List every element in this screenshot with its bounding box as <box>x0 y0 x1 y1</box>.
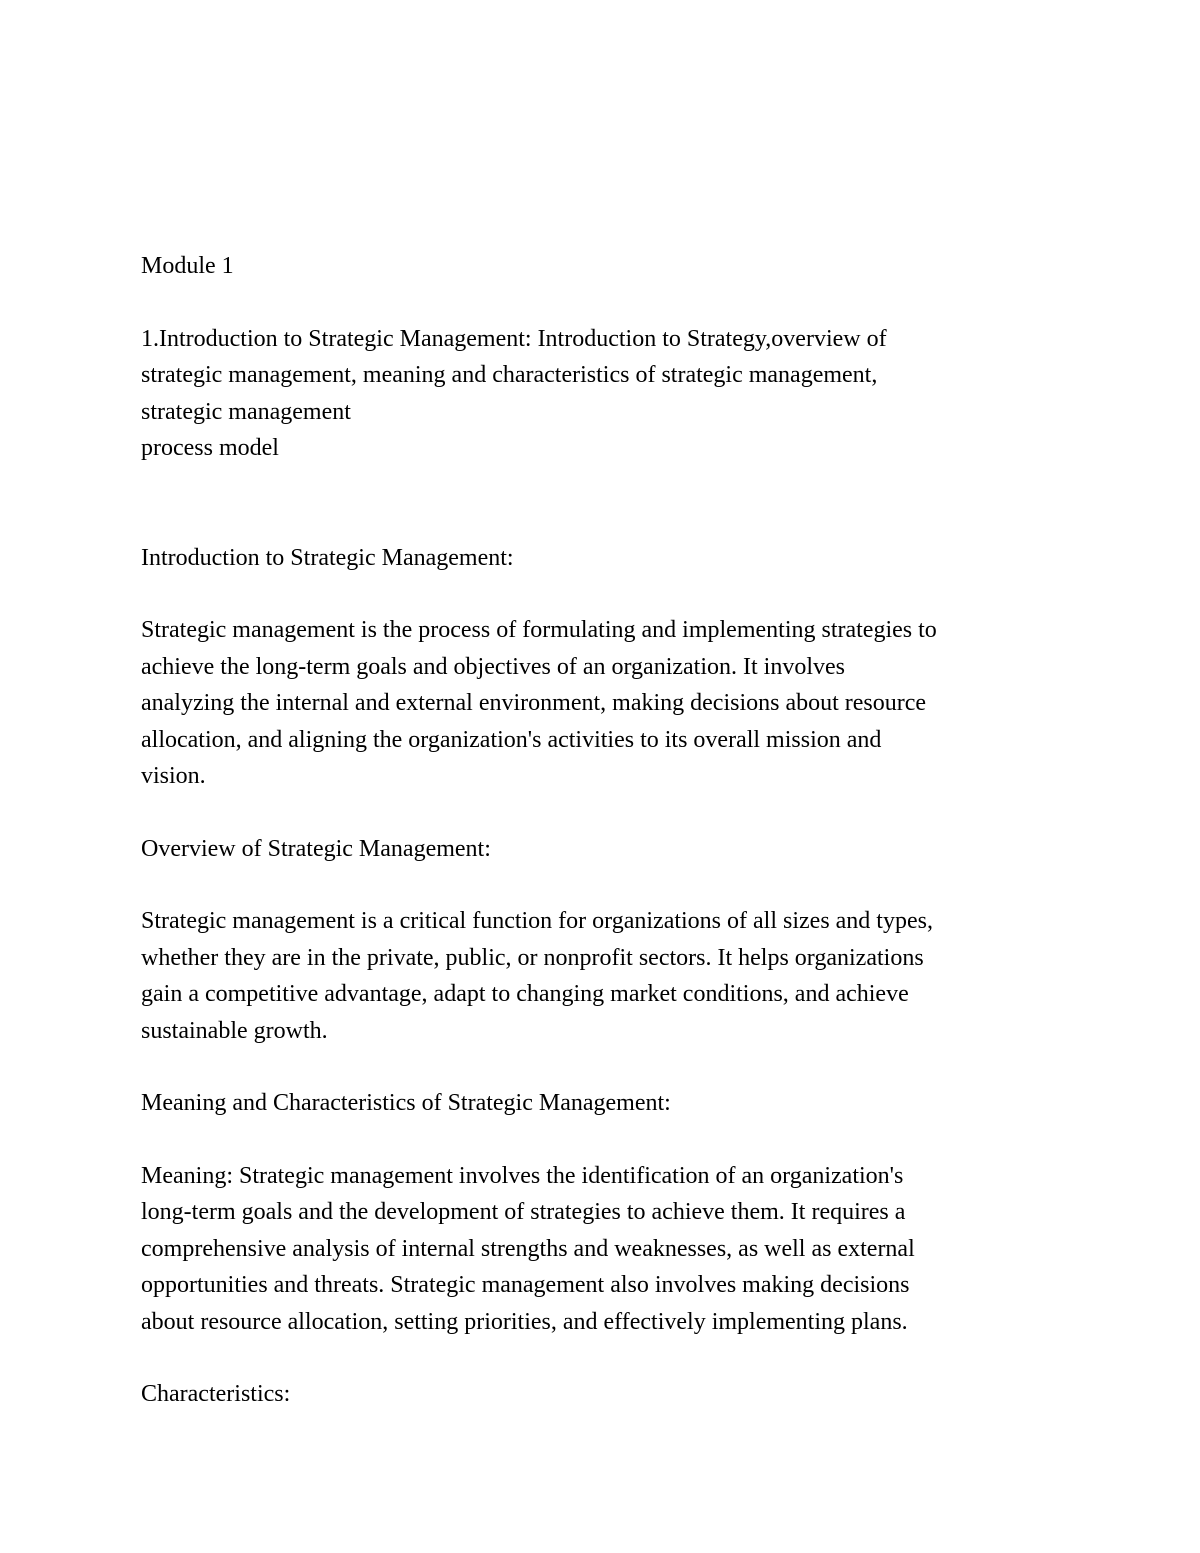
section-heading-meaning: Meaning and Characteristics of Strategic Management: <box>141 1090 671 1116</box>
topic-line: process model <box>141 435 279 461</box>
module-title: Module 1 <box>141 253 234 279</box>
body-line: comprehensive analysis of internal strengths and weaknesses, as well as external <box>141 1235 915 1262</box>
section-body-introduction <box>141 612 1071 795</box>
body-line: Meaning: Strategic management involves the identification of an organization's <box>141 1162 904 1189</box>
body-line: Strategic management is the process of formulating and implementing strategies to <box>141 617 937 643</box>
topic-line: 1.Introduction to Strategic Management: Introduction to Strategy,overview of <box>141 325 887 352</box>
section-heading-overview: Overview of Strategic Management: <box>141 835 491 862</box>
body-line: gain a competitive advantage, adapt to changing market conditions, and achieve <box>141 981 909 1007</box>
body-line: about resource allocation, setting priorities, and effectively implementing plans. <box>141 1308 908 1335</box>
spacer <box>141 467 1071 540</box>
body-line: allocation, and aligning the organization's activities to its overall mission and <box>141 726 882 753</box>
spacer <box>141 795 1071 831</box>
body-line: sustainable growth. <box>141 1017 328 1044</box>
body-line: long-term goals and the development of strategies to achieve them. It requires a <box>141 1199 906 1225</box>
section-body-overview <box>141 903 1071 1049</box>
body-line: whether they are in the private, public, or nonprofit sectors. It helps organizations <box>141 944 924 971</box>
section-heading-introduction: Introduction to Strategic Management: <box>141 544 514 571</box>
spacer <box>141 576 1071 612</box>
body-line: vision. <box>141 763 206 789</box>
document-body <box>141 248 1071 1413</box>
body-line: achieve the long-term goals and objectives of an organization. It involves <box>141 653 846 680</box>
topic-line: strategic management, meaning and characteristics of strategic management, <box>141 362 878 388</box>
spacer <box>141 285 1071 321</box>
section-body-meaning <box>141 1158 1071 1341</box>
body-line: opportunities and threats. Strategic management also involves making decisions <box>141 1272 910 1298</box>
spacer <box>141 1340 1071 1376</box>
spacer <box>141 1049 1071 1085</box>
topic-paragraph <box>141 321 1071 467</box>
spacer <box>141 1122 1071 1158</box>
body-line: analyzing the internal and external environment, making decisions about resource <box>141 690 927 716</box>
spacer <box>141 867 1071 903</box>
section-heading-characteristics: Characteristics: <box>141 1381 291 1407</box>
body-line: Strategic management is a critical function for organizations of all sizes and types, <box>141 908 933 934</box>
topic-line: strategic management <box>141 398 351 425</box>
